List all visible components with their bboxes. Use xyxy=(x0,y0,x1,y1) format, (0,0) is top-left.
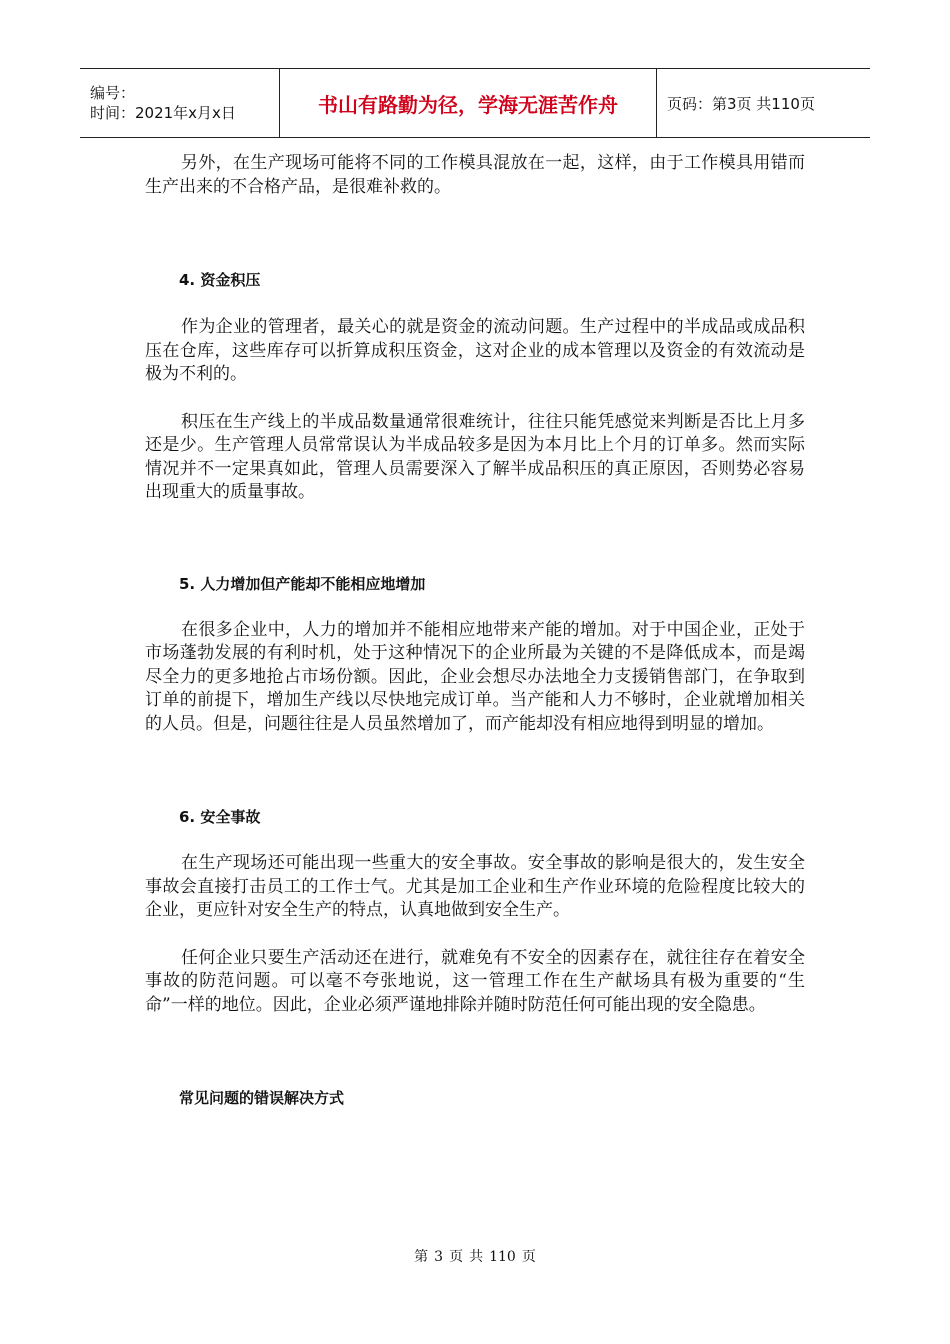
header-page-info: 页码：第3页 共110页 xyxy=(667,94,815,113)
footer-current-page: 3 xyxy=(434,1249,444,1265)
heading-wrong-solutions: 常见问题的错误解决方式 xyxy=(179,1089,345,1107)
footer-label-ye: 页 xyxy=(449,1249,464,1265)
paragraph-safety-impact: 在生产现场还可能出现一些重大的安全事故。安全事故的影响是很大的，发生安全事故会直接打击员工的工作士气。尤其是加工企业和生产作业环境的危险程度比较大的企业，更应针对安全生产的特点，认真地做到安全生产。 xyxy=(145,853,805,920)
heading-manpower-capacity: 5. 人力增加但产能却不能相应地增加 xyxy=(179,574,426,593)
footer-label-di: 第 xyxy=(414,1249,429,1265)
paragraph-capital-flow: 作为企业的管理者，最关心的就是资金的流动问题。生产过程中的半成品或成品积压在仓库，这些库存可以折算成积压资金，这对企业的成本管理以及资金的有效流动是极为不利的。 xyxy=(145,317,805,384)
paragraph-manpower: 在很多企业中，人力的增加并不能相应地带来产能的增加。对于中国企业，正处于市场蓬勃发展的有利时机，处于这种情况下的企业所最为关键的不是降低成本，而是竭尽全力的更多地抢占市场份额。因此，企业会想尽办法地全力支援销售部门，在争取到订单的前提下，增加生产线以尽快地完成订单。当产能和人力不够时，企业就增加相关的人员。但是，问题往往是人员虽然增加了，而产能却没有相应地得到明显的增加。 xyxy=(145,619,805,734)
header-motto: 书山有路勤为径，学海无涯苦作舟 xyxy=(280,69,657,137)
document-body xyxy=(145,152,805,1109)
footer-label-ye-end: 页 xyxy=(521,1249,536,1265)
paragraph-mold-mixup: 另外，在生产现场可能将不同的工作模具混放在一起，这样，由于工作模具用错而生产出来的不合格产品，是很难补救的。 xyxy=(145,153,805,197)
heading-safety-accidents: 6. 安全事故 xyxy=(179,808,261,826)
page-header xyxy=(80,68,870,138)
document-number-label: 编号： xyxy=(90,84,136,102)
footer-total-pages: 110 xyxy=(489,1249,516,1265)
footer-label-gong: 共 xyxy=(469,1249,484,1265)
paragraph-wip-backlog: 积压在生产线上的半成品数量通常很难统计，往往只能凭感觉来判断是否比上月多还是少。生产管理人员常常误认为半成品较多是因为本月比上个月的订单多。然而实际情况并不一定果真如此，管理人员需要深入了解半成品积压的真正原因，否则势必容易出现重大的质量事故。 xyxy=(145,411,805,502)
page-footer xyxy=(0,1246,950,1266)
heading-capital-backlog: 4. 资金积压 xyxy=(179,271,261,289)
header-meta xyxy=(80,69,280,137)
document-date: 时间：2021年x月x日 xyxy=(90,104,236,122)
paragraph-safety-prevention: 任何企业只要生产活动还在进行，就难免有不安全的因素存在，就往往存在着安全事故的防范问题。可以毫不夸张地说，这一管理工作在生产献场具有极为重要的“生命”一样的地位。因此，企业必须严谨地排除并随时防范任何可能出现的安全隐患。 xyxy=(145,947,805,1015)
